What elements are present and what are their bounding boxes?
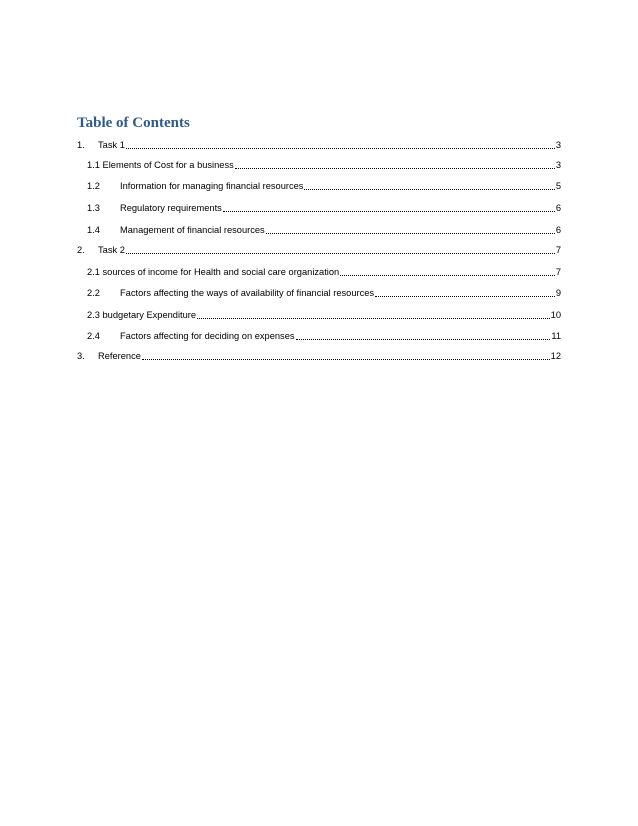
- toc-entry-task-2[interactable]: [77, 243, 561, 257]
- toc-title: Table of Contents: [77, 115, 190, 131]
- toc-entry-page: 3: [555, 160, 561, 170]
- toc-entry-label: 2.3 budgetary Expenditure: [87, 310, 197, 320]
- toc-entry-label: Management of financial resources: [120, 225, 265, 235]
- toc-entry-label: Task 2: [98, 245, 125, 255]
- toc-entry-number: 1.3: [87, 203, 100, 213]
- toc-entry-2-3[interactable]: [77, 308, 561, 322]
- toc-entry-label: Task 1: [98, 140, 125, 150]
- toc-entry-page: 5: [555, 181, 561, 191]
- toc-entry-label: Factors affecting the ways of availability of financial resources: [120, 288, 375, 298]
- toc-entry-1-1[interactable]: [77, 158, 561, 172]
- toc-entry-2-1[interactable]: [77, 265, 561, 279]
- toc-entry-page: 6: [555, 203, 561, 213]
- toc-entry-1-2[interactable]: [77, 179, 561, 193]
- toc-entry-label: Information for managing financial resources: [120, 181, 304, 191]
- toc-entry-page: 6: [555, 225, 561, 235]
- toc-entry-number: 3.: [77, 351, 85, 361]
- toc-entry-reference[interactable]: [77, 349, 561, 363]
- toc-entry-2-4[interactable]: [77, 329, 561, 343]
- toc-dot-leader: [223, 202, 555, 212]
- toc-dot-leader: [142, 350, 550, 360]
- toc-dot-leader: [340, 266, 555, 276]
- toc-entry-label: Reference: [98, 351, 141, 361]
- toc-dot-leader: [197, 309, 550, 319]
- toc-dot-leader: [235, 159, 555, 169]
- toc-entry-number: 2.: [77, 245, 85, 255]
- toc-entry-page: 11: [551, 331, 561, 341]
- toc-entry-label: Regulatory requirements: [120, 203, 222, 213]
- toc-entry-label: 2.1 sources of income for Health and social care organization: [87, 267, 340, 277]
- toc-entry-1-4[interactable]: [77, 223, 561, 237]
- toc-entry-2-2[interactable]: [77, 286, 561, 300]
- toc-dot-leader: [296, 330, 551, 340]
- toc-entry-number: 1.2: [87, 181, 100, 191]
- toc-entry-page: 9: [555, 288, 561, 298]
- toc-entry-number: 1.: [77, 140, 85, 150]
- toc-dot-leader: [126, 244, 555, 254]
- toc-dot-leader: [304, 180, 554, 190]
- toc-entry-1-3[interactable]: [77, 201, 561, 215]
- toc-entry-task-1[interactable]: [77, 138, 561, 152]
- toc-entry-number: 2.4: [87, 331, 100, 341]
- toc-entry-page: 7: [555, 267, 561, 277]
- toc-entry-page: 3: [555, 140, 561, 150]
- toc-dot-leader: [375, 287, 555, 297]
- toc-entry-page: 12: [550, 351, 561, 361]
- toc-entry-number: 2.2: [87, 288, 100, 298]
- toc-dot-leader: [126, 139, 555, 149]
- toc-entry-number: 1.4: [87, 225, 100, 235]
- toc-dot-leader: [266, 224, 555, 234]
- toc-entry-label: Factors affecting for deciding on expenses: [120, 331, 295, 341]
- toc-entry-label: 1.1 Elements of Cost for a business: [87, 160, 234, 170]
- toc-entry-page: 7: [555, 245, 561, 255]
- toc-entry-page: 10: [550, 310, 561, 320]
